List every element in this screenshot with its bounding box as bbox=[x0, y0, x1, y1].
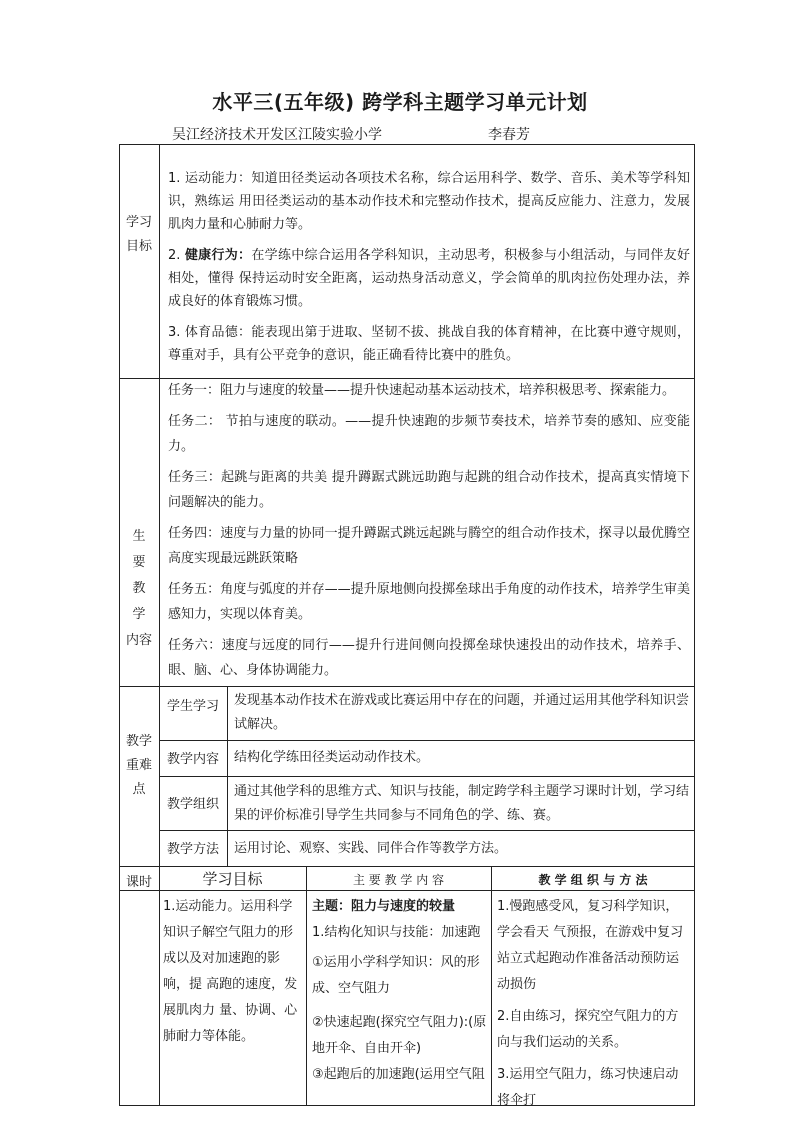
lesson-objectives: 1.运动能力。运用科学知识子解空气阻力的形成以及对加速跑的影响，提 高跑的速度，发展肌肉力 量、协调、心肺耐力等体能。 bbox=[163, 899, 298, 1044]
key-row-name: 教学内容 bbox=[166, 752, 219, 767]
key-row-text: 结构化学练田径类运动动作技术。 bbox=[234, 750, 430, 765]
task-item: 任务五：角度与弧度的并存——提升原地侧向投掷垒球出手角度的动作技术，培养学生审美感知力，实现以体育美。 bbox=[168, 582, 690, 622]
task-item: 任务一：阻力与速度的较量——提升快速起动基本运动技术，培养积极思考、探索能力。 bbox=[168, 383, 676, 398]
row-divider bbox=[119, 890, 695, 891]
document-title: 水平三(五年级) 跨学科主题学习单元计划 bbox=[212, 90, 588, 114]
content-label: 生 要 教 学 内容 bbox=[125, 529, 152, 648]
column-divider bbox=[159, 866, 160, 1106]
key-label: 教学 重难 点 bbox=[125, 734, 152, 797]
row-divider bbox=[159, 830, 695, 831]
goal-heading: 体育品德： bbox=[184, 325, 252, 340]
row-divider bbox=[159, 776, 695, 777]
lesson-line: ②快速起跑(探究空气阻力):(原地开伞、自由开伞) bbox=[312, 1015, 487, 1056]
main-content-header: 主 要 教 学 内 容 bbox=[352, 873, 445, 887]
objectives-header: 学习目标 bbox=[202, 870, 263, 888]
org-item: 2.自由练习，探究空气阻力的方向与我们运动的关系。 bbox=[497, 1009, 679, 1050]
key-row-name: 学生学习 bbox=[166, 699, 219, 714]
goal-heading: 健康行为： bbox=[184, 248, 252, 263]
goal-item bbox=[168, 167, 690, 236]
goal-text: 在学练中综合运用各学科知识，主动思考，积极参与小组活动，与同伴友好相处，懂得 保持运动时安全距离，运动热身活动意义，学会简单的肌肉拉伤处理办法，养成良好的体育锻炼习惯。 bbox=[168, 248, 690, 309]
org-item: 3.运用空气阻力，练习快速启动将伞打 bbox=[497, 1067, 679, 1108]
goal-text: 知道田径类运动各项技术名称，综合运用科学、数学、音乐、美术等学科知识，熟练运 用田径类运动的基本动作技术和完整动作技术，提高反应能力、注意力，发展肌肉力量和心肺耐力等。 bbox=[168, 171, 690, 232]
org-item: 1.慢跑感受风，复习科学知识，学会看天 气预报，在游戏中复习站立式起跑动作准备活动预防运动损伤 bbox=[497, 899, 684, 992]
school-name: 吴江经济技术开发区江陵实验小学 bbox=[172, 127, 382, 143]
goal-item bbox=[168, 321, 690, 367]
key-row-text: 通过其他学科的思维方式、知识与技能，制定跨学科主题学习课时计划，学习结果的评价标准引导学生共同参与不同角色的学、练、赛。 bbox=[234, 784, 690, 823]
period-header: 课时 bbox=[125, 875, 152, 890]
goal-number: 1. bbox=[168, 171, 185, 186]
lesson-line: 1.结构化知识与技能：加速跑 bbox=[312, 925, 481, 940]
column-divider bbox=[306, 866, 307, 1106]
lesson-line: ①运用小学科学知识：风的形成、空气阻力 bbox=[312, 955, 480, 996]
key-row-name: 教学组织 bbox=[166, 797, 219, 812]
goal-item bbox=[168, 244, 690, 313]
lesson-topic: 主题：阻力与速度的较量 bbox=[312, 899, 456, 914]
column-divider bbox=[227, 686, 228, 866]
lesson-line: ③起跑后的加速跑(运用空气阻 bbox=[312, 1067, 485, 1082]
goals-label: 学习 目标 bbox=[125, 215, 152, 254]
goal-text: 能表现出第于进取、坚韧不拔、挑战自我的体育精神，在比赛中遵守规则，尊重对手，具有公平竞争的意识，能正确看待比赛中的胜负。 bbox=[168, 325, 690, 363]
key-row-name: 教学方法 bbox=[166, 842, 219, 857]
org-method-header: 教 学 组 织 与 方 法 bbox=[538, 873, 648, 887]
task-item: 任务二： 节拍与速度的联动。——提升快速跑的步频节奏技术，培养节奏的感知、应变能力。 bbox=[168, 414, 690, 454]
key-row-text: 运用讨论、观察、实践、同伴合作等教学方法。 bbox=[234, 841, 508, 856]
column-divider bbox=[491, 866, 492, 1106]
task-item: 任务三：起跳与距离的共美 提升蹲踞式跳远助跑与起跳的组合动作技术，提高真实情境下问题解决的能力。 bbox=[168, 470, 690, 510]
task-item: 任务六：速度与远度的同行——提升行进间侧向投掷垒球快速投出的动作技术，培养手、眼、脑、心、身体协调能力。 bbox=[168, 638, 690, 678]
task-item: 任务四：速度与力量的协同一提升蹲踞式跳远起跳与腾空的组合动作技术，探寻以最优腾空高度实现最远跳跃策略 bbox=[168, 526, 690, 566]
row-divider bbox=[159, 740, 695, 741]
goal-number: 2. bbox=[168, 248, 185, 263]
key-row-text: 发现基本动作技术在游戏或比赛运用中存在的问题，并通过运用其他学科知识尝试解决。 bbox=[234, 693, 690, 732]
author-name: 李春芳 bbox=[488, 127, 530, 143]
goals-cell bbox=[168, 167, 690, 375]
lesson-organization bbox=[497, 894, 691, 1114]
row-divider bbox=[119, 866, 695, 867]
goal-number: 3. bbox=[168, 325, 185, 340]
content-cell bbox=[168, 378, 690, 689]
goal-heading: 运动能力： bbox=[184, 171, 252, 186]
lesson-main-content bbox=[312, 894, 488, 1088]
